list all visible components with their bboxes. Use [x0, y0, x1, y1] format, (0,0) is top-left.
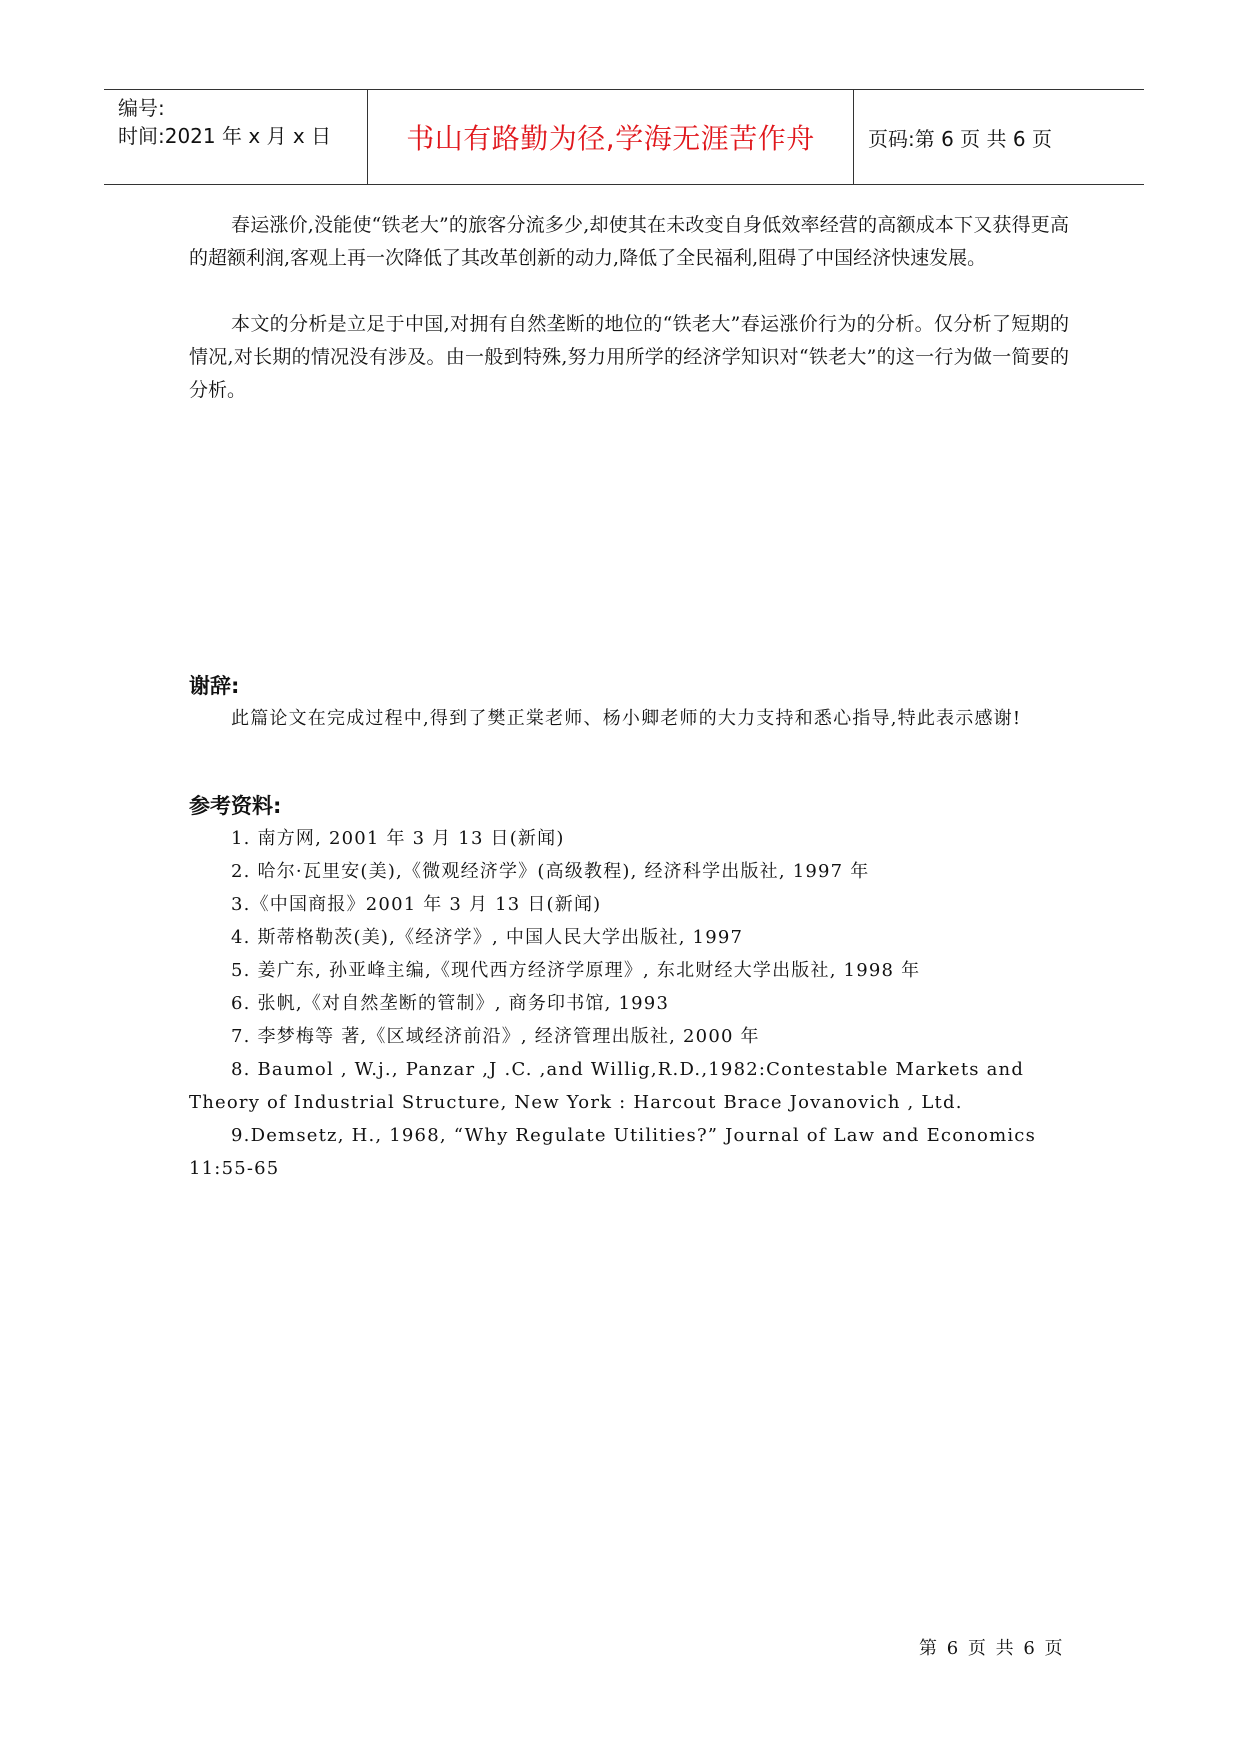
- header-meta-cell: [104, 90, 368, 184]
- reference-text: 6. 张帆,《对自然垄断的管制》, 商务印书馆, 1993: [231, 993, 670, 1014]
- reference-item: [189, 921, 1069, 954]
- reference-item: [189, 1119, 1069, 1185]
- body-paragraph-2: 本文的分析是立足于中国,对拥有自然垄断的地位的“铁老大”春运涨价行为的分析。仅分析了短期的情况,对长期的情况没有涉及。由一般到特殊,努力用所学的经济学知识对“铁老大”的这一行为做一简要的分析。: [189, 313, 1069, 401]
- reference-item: [189, 855, 1069, 888]
- reference-item: [189, 987, 1069, 1020]
- references-list: [189, 822, 1069, 1185]
- acknowledgement-title: 谢辞:: [189, 674, 240, 698]
- page-header: [104, 89, 1144, 185]
- reference-text: 5. 姜广东, 孙亚峰主编,《现代西方经济学原理》, 东北财经大学出版社, 1998 年: [231, 960, 921, 981]
- reference-text: 4. 斯蒂格勒茨(美),《经济学》, 中国人民大学出版社, 1997: [231, 927, 744, 948]
- document-time-label: 时间:2021 年 x 月 x 日: [118, 124, 332, 148]
- header-motto-cell: [368, 90, 854, 184]
- header-motto: 书山有路勤为径,学海无涯苦作舟: [406, 122, 815, 155]
- reference-item: [189, 954, 1069, 987]
- reference-text: 3.《中国商报》2001 年 3 月 13 日(新闻): [231, 894, 602, 915]
- reference-item: [189, 888, 1069, 921]
- reference-item: [189, 1020, 1069, 1053]
- body-paragraph-1: 春运涨价,没能使“铁老大”的旅客分流多少,却使其在未改变自身低效率经营的高额成本下又获得更高的超额利润,客观上再一次降低了其改革创新的动力,降低了全民福利,阻碍了中国经济快速发展。: [189, 214, 1069, 269]
- references-title: 参考资料:: [189, 794, 282, 818]
- reference-text: 8. Baumol , W.j., Panzar ,J .C. ,and Willig,R.D.,1982:Contestable Markets and Theory of Industrial Structure, New York : Harcout Brace Jovanovich , Ltd.: [189, 1059, 1025, 1113]
- header-page-info: 页码:第 6 页 共 6 页: [868, 126, 1052, 151]
- document-number-label: 编号:: [118, 96, 165, 120]
- acknowledgement-text: 此篇论文在完成过程中,得到了樊正棠老师、杨小卿老师的大力支持和悉心指导,特此表示感谢!: [231, 708, 1022, 729]
- reference-text: 7. 李梦梅等 著,《区域经济前沿》, 经济管理出版社, 2000 年: [231, 1026, 760, 1047]
- header-page-cell: [854, 90, 1144, 184]
- reference-text: 1. 南方网, 2001 年 3 月 13 日(新闻): [231, 828, 565, 849]
- reference-text: 9.Demsetz, H., 1968, “Why Regulate Utilities?” Journal of Law and Economics 11:55-65: [189, 1125, 1037, 1179]
- reference-text: 2. 哈尔·瓦里安(美),《微观经济学》(高级教程), 经济科学出版社, 1997 年: [231, 861, 870, 882]
- reference-item: [189, 822, 1069, 855]
- footer-page-number: 第 6 页 共 6 页: [919, 1638, 1065, 1659]
- reference-item: [189, 1053, 1069, 1119]
